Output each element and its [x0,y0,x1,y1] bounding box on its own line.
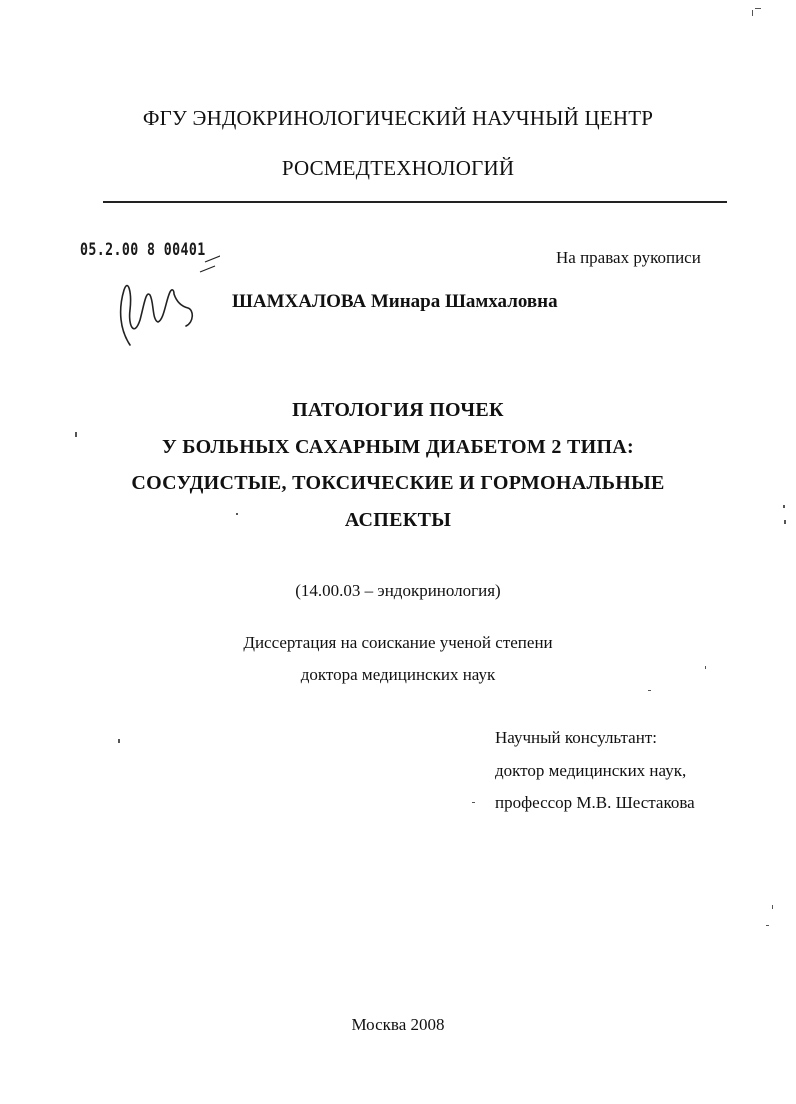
scan-speck [772,905,773,909]
archive-code: 05.2.00 8 00401 [80,240,206,260]
scan-speck [236,513,238,515]
specialty-code: (14.00.03 – эндокринология) [295,581,501,600]
header-divider [103,201,727,203]
thesis-title-line-3: СОСУДИСТЫЕ, ТОКСИЧЕСКИЕ И ГОРМОНАЛЬНЫЕ [131,472,665,494]
scan-speck [784,520,786,524]
scan-speck [118,739,120,743]
scan-speck [472,802,475,803]
institution-agency: РОСМЕДТЕХНОЛОГИЙ [281,156,515,180]
signature-mark [110,250,220,350]
scan-speck [648,690,651,691]
dissertation-line-2: доктора медицинских наук [300,665,496,684]
consultant-name: профессор М.В. Шестакова [495,793,695,812]
city-year: Москва 2008 [351,1015,445,1034]
thesis-title-line-1: ПАТОЛОГИЯ ПОЧЕК [292,399,504,421]
scan-speck [766,925,769,926]
scan-speck [752,10,753,16]
scan-speck [755,8,761,9]
scan-speck [705,666,706,669]
author-name: ШАМХАЛОВА Минара Шамхаловна [232,291,558,312]
dissertation-line-1: Диссертация на соискание ученой степени [243,633,553,652]
institution-name: ФГУ ЭНДОКРИНОЛОГИЧЕСКИЙ НАУЧНЫЙ ЦЕНТР [142,106,654,130]
consultant-label: Научный консультант: [495,728,657,747]
scan-speck [783,505,785,508]
scan-speck [75,432,77,437]
thesis-title-line-2: У БОЛЬНЫХ САХАРНЫМ ДИАБЕТОМ 2 ТИПА: [161,436,635,458]
consultant-degree: доктор медицинских наук, [495,761,687,780]
rights-note: На правах рукописи [556,248,701,267]
thesis-title-line-4: АСПЕКТЫ [344,509,452,531]
